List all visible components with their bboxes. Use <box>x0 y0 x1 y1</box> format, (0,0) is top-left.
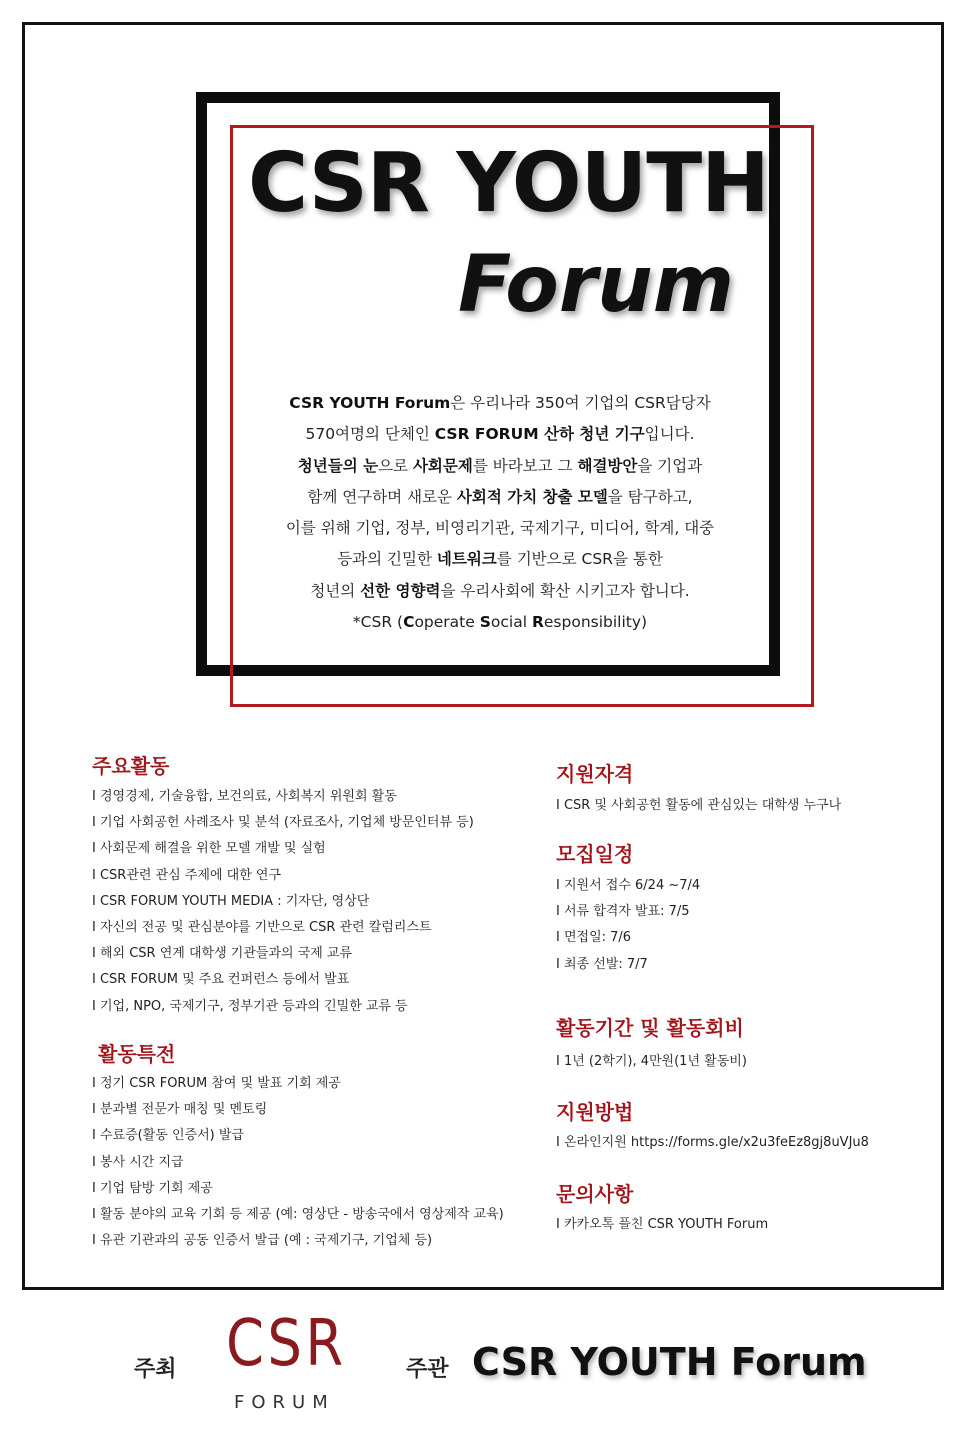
list-item: I 서류 합격자 발표: 7/5 <box>556 899 700 925</box>
list-item: I 봉사 시간 지급 <box>92 1150 504 1176</box>
list-item: I 사회문제 해결을 위한 모델 개발 및 실험 <box>92 836 474 862</box>
list-item: I 기업 탐방 기회 제공 <box>92 1176 504 1202</box>
period-title: 활동기간 및 활동회비 <box>556 1016 744 1040</box>
intro-paragraph <box>240 388 760 638</box>
list-item: I 분과별 전문가 매칭 및 멘토링 <box>92 1097 504 1123</box>
list-item: I 자신의 전공 및 관심분야를 기반으로 CSR 관련 칼럼리스트 <box>92 915 474 941</box>
intro-line-3: 청년들의 눈으로 사회문제를 바라보고 그 해결방안을 기업과 <box>297 456 703 475</box>
apply-item: I 온라인지원 https://forms.gle/x2u3feEz8gj8uVJu8 <box>556 1131 869 1150</box>
csr-forum-logo-text: FORUM <box>234 1392 335 1413</box>
period-item: I 1년 (2학기), 4만원(1년 활동비) <box>556 1050 747 1069</box>
list-item: I 수료증(활동 인증서) 발급 <box>92 1123 504 1149</box>
intro-line-8: *CSR (Coperate Social Responsibility) <box>352 613 648 632</box>
contact-item: I 카카오톡 플친 CSR YOUTH Forum <box>556 1213 768 1232</box>
list-item: I 지원서 접수 6/24 ~7/4 <box>556 873 700 899</box>
intro-line-5: 이를 위해 기업, 정부, 비영리기관, 국제기구, 미디어, 학계, 대중 <box>285 519 715 538</box>
eligibility-item: I CSR 및 사회공헌 활동에 관심있는 대학생 누구나 <box>556 794 841 813</box>
hero-title-line2: Forum <box>458 240 735 330</box>
intro-line-6: 등과의 긴밀한 네트워크를 기반으로 CSR을 통한 <box>337 550 663 569</box>
intro-line-2: 570여명의 단체인 CSR FORUM 산하 청년 기구입니다. <box>305 425 695 444</box>
main-activities-title: 주요활동 <box>92 754 170 778</box>
apply-title: 지원방법 <box>556 1100 634 1124</box>
list-item: I 면접일: 7/6 <box>556 925 700 951</box>
host-label: 주최 <box>134 1357 177 1382</box>
list-item: I CSR FORUM YOUTH MEDIA : 기자단, 영상단 <box>92 889 474 915</box>
schedule-list <box>556 873 700 978</box>
organizer-label: 주관 <box>406 1357 449 1382</box>
list-item: I CSR관련 관심 주제에 대한 연구 <box>92 863 474 889</box>
schedule-title: 모집일정 <box>556 842 634 866</box>
csr-forum-logo-mark: CSR <box>226 1307 347 1381</box>
intro-line-7: 청년의 선한 영향력을 우리사회에 확산 시키고자 합니다. <box>310 581 690 600</box>
main-activities-list <box>92 784 474 1020</box>
list-item: I 유관 기관과의 공동 인증서 발급 (예 : 국제기구, 기업체 등) <box>92 1228 504 1254</box>
benefits-title: 활동특전 <box>98 1042 176 1066</box>
contact-title: 문의사항 <box>556 1182 634 1206</box>
intro-line-1: CSR YOUTH Forum은 우리나라 350여 기업의 CSR담당자 <box>289 394 711 412</box>
list-item: I 최종 선발: 7/7 <box>556 952 700 978</box>
list-item: I 활동 분야의 교육 기회 등 제공 (예: 영상단 - 방송국에서 영상제작 교육) <box>92 1202 504 1228</box>
eligibility-title: 지원자격 <box>556 762 634 786</box>
organizer-name: CSR YOUTH Forum <box>472 1340 867 1384</box>
list-item: I 해외 CSR 연계 대학생 기관들과의 국제 교류 <box>92 941 474 967</box>
list-item: I 정기 CSR FORUM 참여 및 발표 기회 제공 <box>92 1071 504 1097</box>
list-item: I 경영경제, 기술융합, 보건의료, 사회복지 위원회 활동 <box>92 784 474 810</box>
list-item: I 기업, NPO, 국제기구, 정부기관 등과의 긴밀한 교류 등 <box>92 994 474 1020</box>
intro-line-4: 함께 연구하며 새로운 사회적 가치 창출 모델을 탐구하고, <box>307 487 693 506</box>
list-item: I 기업 사회공헌 사례조사 및 분석 (자료조사, 기업체 방문인터뷰 등) <box>92 810 474 836</box>
benefits-list <box>92 1071 504 1254</box>
hero-title-line1: CSR YOUTH <box>248 136 769 231</box>
list-item: I CSR FORUM 및 주요 컨퍼런스 등에서 발표 <box>92 967 474 993</box>
